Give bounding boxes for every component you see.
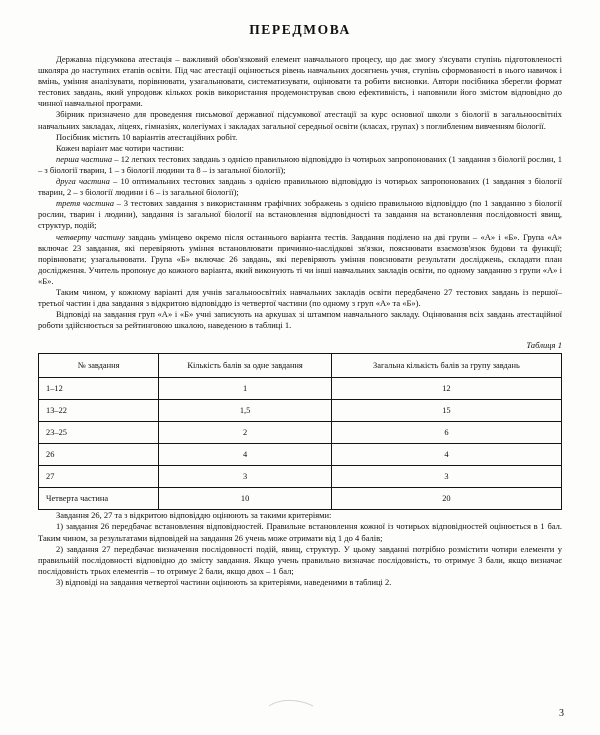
- scan-smudge-mark: [268, 698, 314, 708]
- table-cell-points-total: 6: [331, 422, 561, 444]
- table-caption: Таблиця 1: [526, 340, 562, 351]
- table-header-row: [39, 354, 562, 378]
- table-row: [39, 488, 562, 510]
- table-row: [39, 400, 562, 422]
- part-4-text: завдань умінцево окремо після останнього варіанта тестів. Завдання поділено на дві групи – «А» і «Б». Група «А» включає 23 завдання, які перевіряють уміння встановлювати причинно-наслідкові зв'язки, пояснювати взаємозв'язок будови та функції; порівнювати; узагальнювати. Група «Б» включає 26 завдань, які перевіряють уміння пояснювати результати досліджень, складати план дослідження. Учитель пропонує до кожного варіанта, який виконують ті чи інші навчальних закладів освіти, по одному завданню з групи «А» і «Б».: [38, 231, 562, 286]
- paragraph-summary-1: Таким чином, у кожному варіанті для учнів загальноосвітніх навчальних закладів освіти передбачено 27 тестових завдань із першої–третьої частин і два завдання з відкритою відповіддю із четвертої частини (по одному з груп «А» та «Б»).: [38, 286, 562, 309]
- part-2-lead: друга частина: [56, 176, 110, 187]
- paragraph-intro-3: Посібник містить 10 варіантів атестаційних робіт.: [56, 131, 238, 142]
- page-content: [38, 22, 562, 588]
- table-cell-task: 27: [39, 466, 159, 488]
- table-cell-points-each: 1: [159, 378, 332, 400]
- part-3-text: – 3 тестових завдання з використанням графічних зображень з однією правильною відповіддю (по 1 завданню з біології рослин, тварин і людини), завдання із загальної біології на встановлення відповідності та завдання на встановлення послідовності явищ, структур, подій;: [38, 198, 562, 231]
- page-number: 3: [559, 708, 564, 719]
- table-cell-points-total: 3: [331, 466, 561, 488]
- paragraph-criteria-intro: Завдання 26, 27 та з відкритою відповіддю оцінюють за такими критеріями:: [56, 510, 332, 521]
- part-1-text: – 12 легких тестових завдань з однією правильною відповіддю із чотирьох запропонованих (1 завдання з біології рослин, 1 – з біології тварин, 1 – з біології людини та 8 – із загальної біології);: [38, 153, 562, 175]
- table-cell-points-each: 2: [159, 422, 332, 444]
- paragraph-part-2: [38, 176, 562, 198]
- score-table-head: [39, 354, 562, 378]
- table-cell-points-total: 12: [331, 378, 561, 400]
- table-cell-points-each: 10: [159, 488, 332, 510]
- paragraph-part-3: [38, 198, 562, 231]
- table-cell-task: 26: [39, 444, 159, 466]
- paragraph-criteria-1: 1) завдання 26 передбачає встановлення відповідностей. Правильне встановлення кожної із чотирьох відповідностей оцінюється в 1 бал. Таким чином, за результатами відповідей на завдання 26 учень може отримати від 1 до 4 балів;: [38, 521, 562, 543]
- table-cell-points-total: 4: [331, 444, 561, 466]
- table-cell-task: 1–12: [39, 378, 159, 400]
- score-table-body: [39, 378, 562, 510]
- table-header-cell-0: № завдання: [39, 354, 159, 378]
- table-cell-points-total: 15: [331, 400, 561, 422]
- table-cell-points-each: 4: [159, 444, 332, 466]
- paragraph-intro-4: Кожен варіант має чотири частини:: [56, 142, 184, 153]
- paragraph-summary-2: Відповіді на завдання груп «А» і «Б» учні записують на аркушах зі штампом навчального закладу. Оцінювання всіх завдань атестаційної роботи здійснюється за рейтинговою шкалою, наведеною в таблиці 1.: [38, 309, 562, 331]
- part-3-lead: третя частина: [56, 198, 114, 209]
- table-cell-points-each: 1,5: [159, 400, 332, 422]
- table-cell-task: 23–25: [39, 422, 159, 444]
- paragraph-part-1: [38, 154, 562, 176]
- paragraph-criteria-2: 2) завдання 27 передбачає визначення послідовності подій, явищ, структур. У цьому завданні потрібно розмістити чотири елементи у правильній послідовності відповідно до змісту завдання. Якщо учень правильно визначає послідовність, то отримує 3 бали, якщо визначає послідовність трьох елементів – то отримує 2 бали, якщо двох – 1 бал;: [38, 543, 562, 576]
- table-header-cell-2: Загальна кількість балів за групу завдань: [331, 354, 561, 378]
- paragraph-part-4: [38, 232, 562, 287]
- table-cell-points-each: 3: [159, 466, 332, 488]
- table-cell-points-total: 20: [331, 488, 561, 510]
- table-cell-task: Четверта частина: [39, 488, 159, 510]
- paragraph-intro-2: Збірник призначено для проведення письмової державної підсумкової атестації за курс основної школи з біології в загальноосвітніх навчальних закладах, ліцеях, гімназіях, колегіумах і закладах загальної середньої освіти (класах, групах) з поглибленим вивченням біології.: [38, 109, 562, 131]
- page-title: ПЕРЕДМОВА: [249, 22, 351, 37]
- part-4-lead: четверту частину: [56, 231, 125, 242]
- table-row: [39, 444, 562, 466]
- paragraph-criteria-3: 3) відповіді на завдання четвертої частини оцінюють за критеріями, наведеними в таблиці 2.: [56, 576, 392, 587]
- paragraph-intro-1: Державна підсумкова атестація – важливий обов'язковий елемент навчального процесу, що дає змогу з'ясувати ступінь підготовленості школяра до наступних етапів освіти. Під час атестації оцінюється рівень навчальних досягнень учня, ступінь сформованості в нього навичок і вмінь, уміння аналізувати, порівнювати, узагальнювати, систематизувати, оцінювати та робити висновки. Автори посібника зберегли формат тестових завдань, який упродовж кількох років використання продемонстрував свою ефективність, і наповнили його змістом відповідно до чинної навчальної програми.: [38, 54, 562, 109]
- table-header-cell-1: Кількість балів за одне завдання: [159, 354, 332, 378]
- table-row: [39, 378, 562, 400]
- table-cell-task: 13–22: [39, 400, 159, 422]
- score-table: [38, 353, 562, 510]
- part-1-lead: перша частина: [56, 153, 113, 164]
- table-row: [39, 466, 562, 488]
- table-row: [39, 422, 562, 444]
- part-2-text: – 10 оптимальних тестових завдань з однією правильною відповіддю із чотирьох запропонованих (1 завдання з біології тварин, 2 – з біології людини і 6 – із загальної біології);: [38, 176, 563, 198]
